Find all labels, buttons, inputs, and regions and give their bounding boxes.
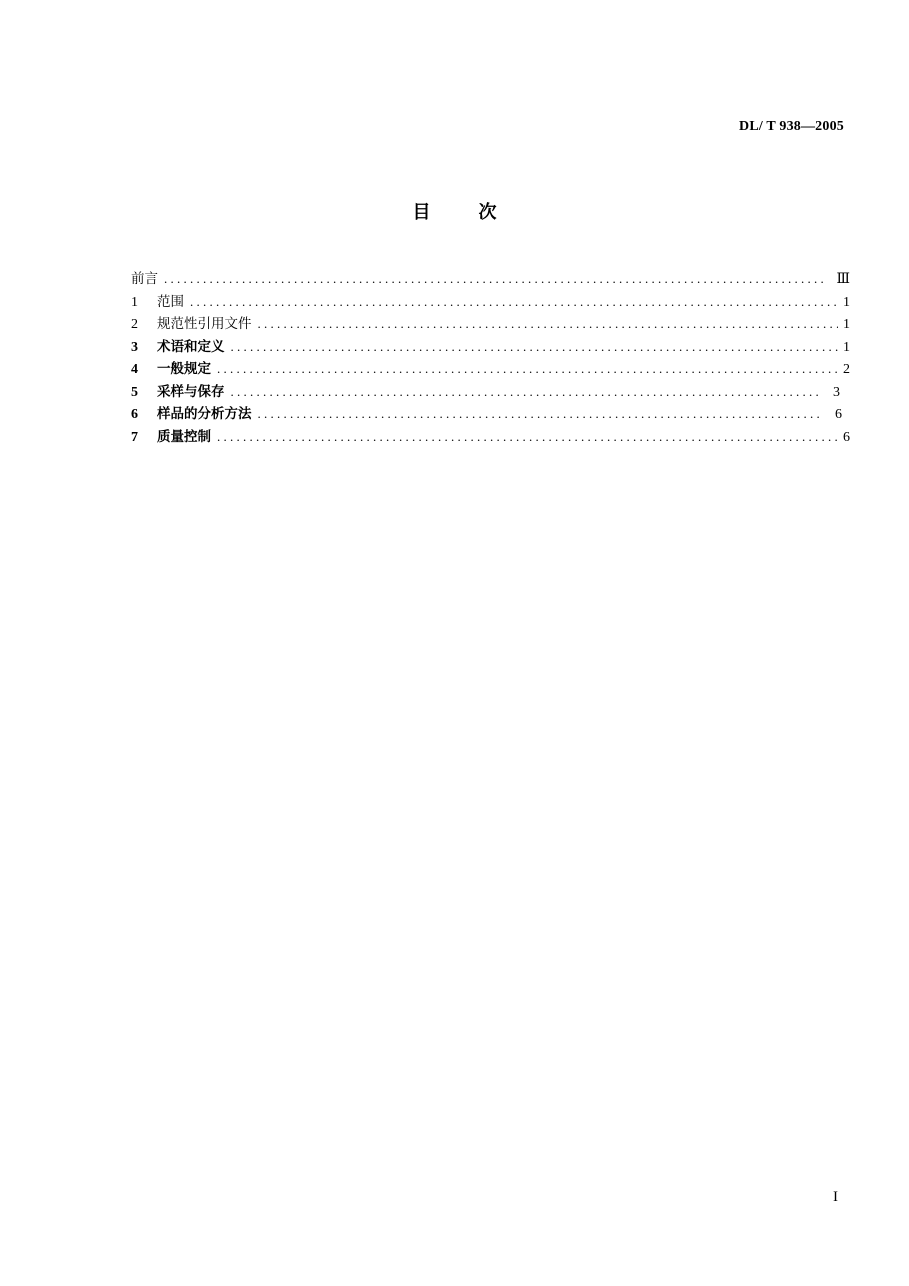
toc-entry-number: 3 (131, 339, 138, 355)
toc-leader-dots (258, 403, 821, 426)
title-char-1: 目 (412, 202, 431, 223)
toc-entry-terms-definitions[interactable] (131, 336, 850, 359)
toc-entry-page: Ⅲ (836, 272, 850, 287)
table-of-contents (131, 268, 850, 448)
toc-entry-label: 规范性引用文件 (157, 316, 252, 332)
title-char-2: 次 (478, 202, 497, 223)
toc-entry-label: 采样与保存 (157, 383, 225, 400)
toc-leader-dots (164, 268, 826, 291)
toc-leader-dots (231, 381, 819, 404)
toc-entry-page: 1 (843, 339, 850, 355)
toc-leader-dots (231, 336, 839, 359)
toc-entry-label: 一般规定 (157, 361, 211, 377)
toc-entry-label: 样品的分析方法 (157, 406, 252, 422)
toc-entry-normative-references[interactable] (131, 313, 850, 336)
standard-number: DL/ T 938—2005 (739, 119, 844, 134)
toc-entry-label: 范围 (157, 293, 184, 310)
toc-entry-label: 质量控制 (157, 428, 211, 445)
toc-entry-analysis-methods[interactable] (131, 403, 850, 426)
toc-entry-page: 2 (843, 362, 850, 377)
toc-leader-dots (217, 426, 838, 449)
toc-entry-number: 5 (131, 384, 138, 400)
toc-entry-number: 7 (131, 429, 138, 445)
toc-entry-number: 1 (131, 294, 138, 310)
toc-entry-number: 6 (131, 407, 138, 422)
toc-entry-number: 4 (131, 362, 138, 377)
page-number: I (833, 1189, 838, 1205)
toc-leader-dots (217, 358, 838, 381)
toc-entry-page: 6 (835, 407, 842, 422)
toc-entry-page: 3 (833, 384, 840, 400)
toc-entry-quality-control[interactable] (131, 426, 850, 449)
toc-entry-number: 2 (131, 317, 138, 332)
toc-entry-general-provisions[interactable] (131, 358, 850, 381)
toc-entry-label: 术语和定义 (157, 338, 225, 355)
page-title (0, 198, 909, 224)
toc-entry-label: 前言 (131, 271, 158, 287)
toc-entry-page: 1 (843, 317, 850, 332)
toc-leader-dots (190, 291, 838, 314)
toc-leader-dots (258, 313, 839, 336)
toc-entry-foreword[interactable] (131, 268, 850, 291)
toc-entry-sampling-storage[interactable] (131, 381, 850, 404)
toc-entry-page: 6 (843, 429, 850, 445)
toc-entry-scope[interactable] (131, 291, 850, 314)
toc-entry-page: 1 (843, 294, 850, 310)
